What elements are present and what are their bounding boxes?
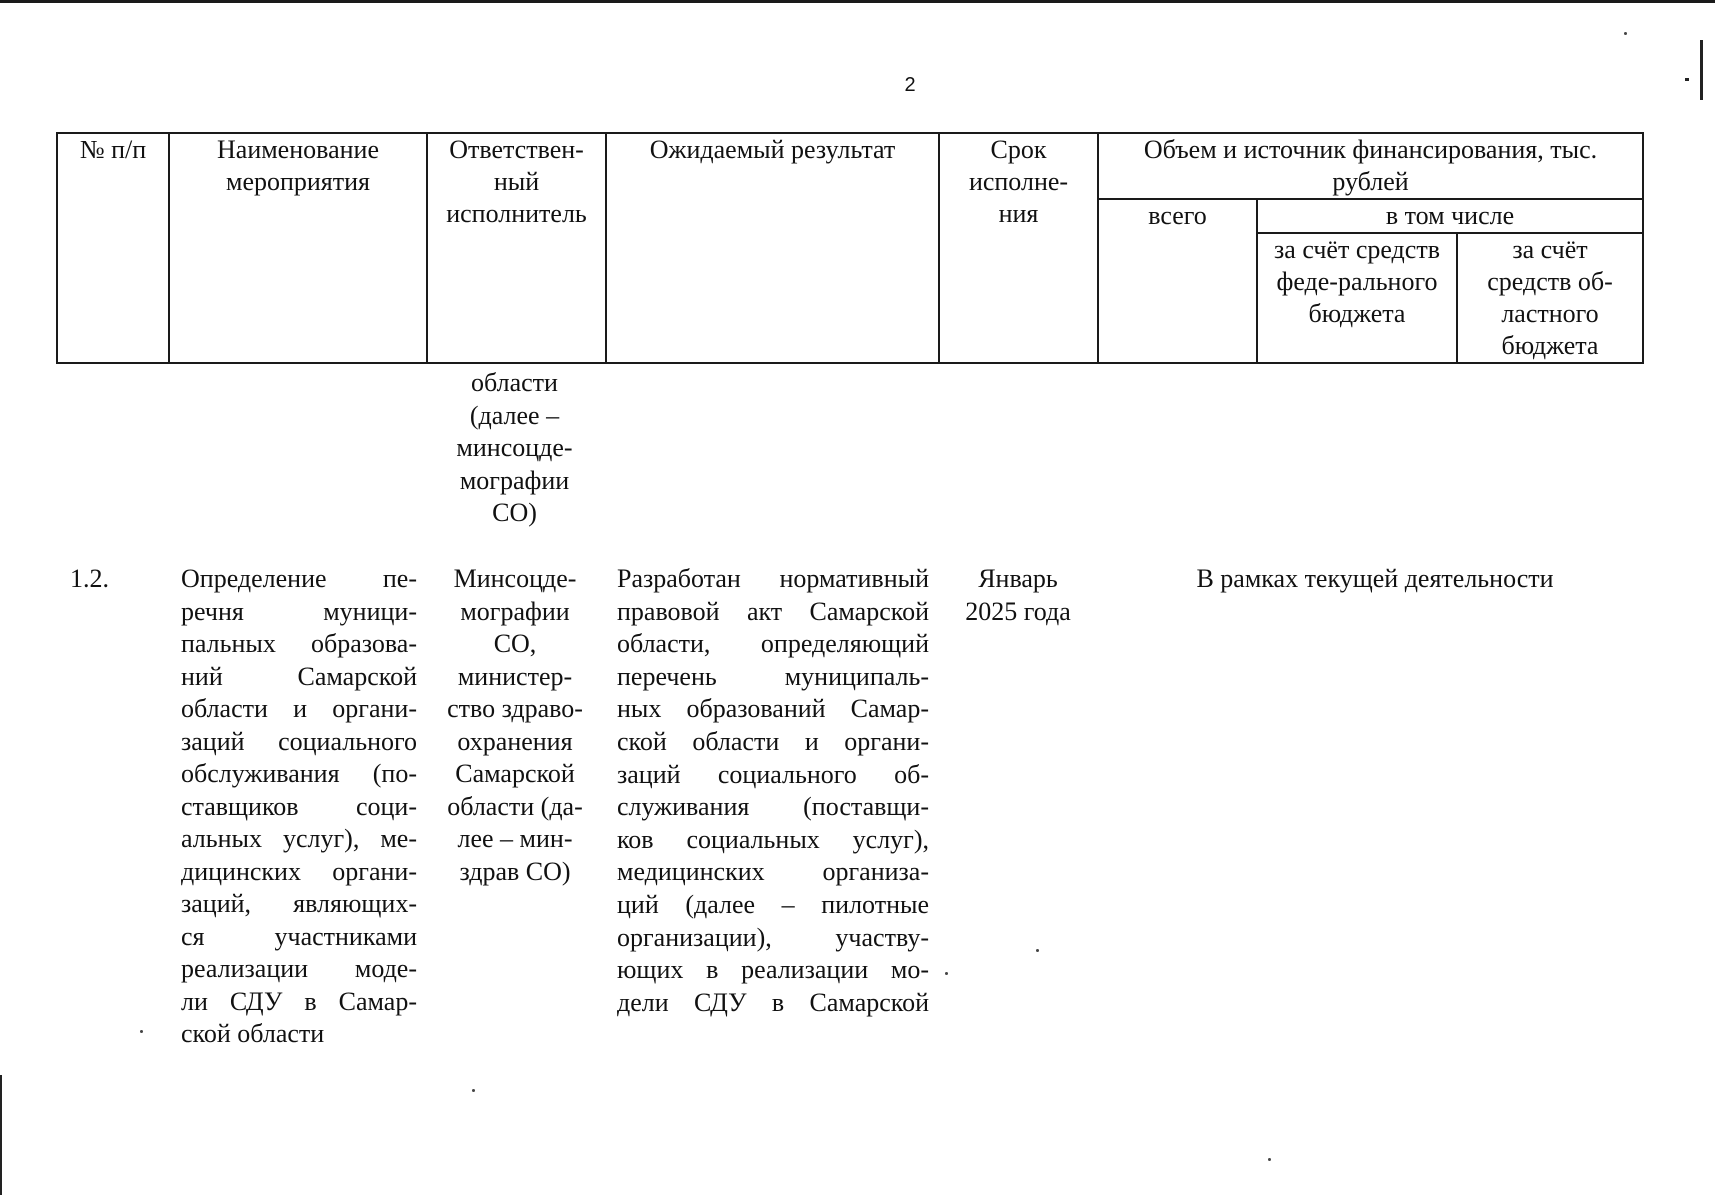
result-line: ющих в реализации мо- xyxy=(617,955,929,985)
continuation-line: (далее – xyxy=(469,400,560,430)
continuation-line: области xyxy=(471,368,558,397)
row-number: 1.2. xyxy=(70,564,109,593)
row-name xyxy=(181,563,417,1051)
name-line: пальных образова- xyxy=(181,629,417,658)
scan-mark xyxy=(1700,40,1703,100)
name-line: заций, являющих- xyxy=(181,889,417,918)
result-line: дели СДУ в Самарской xyxy=(617,987,929,1017)
name-line: дицинских органи- xyxy=(181,856,417,886)
scan-mark xyxy=(1685,78,1689,81)
name-line: речня муници- xyxy=(181,596,417,626)
name-line: ний Самарской xyxy=(181,661,417,691)
header-regional: за счёт средств об-ластного бюджета xyxy=(1457,233,1643,363)
scan-mark xyxy=(0,1075,2,1195)
executor-line: СО, xyxy=(493,629,537,658)
deadline-line: 2025 года xyxy=(965,596,1071,626)
executor-line: здрав СО) xyxy=(459,856,571,886)
scan-speck xyxy=(1036,949,1039,952)
result-line: ской области и органи- xyxy=(617,726,929,756)
row-deadline xyxy=(943,563,1093,628)
table-header xyxy=(56,132,1644,364)
name-line: заций социального xyxy=(181,726,417,756)
executor-line: министер- xyxy=(457,661,573,691)
scan-speck xyxy=(472,1089,475,1092)
scan-speck xyxy=(140,1030,143,1033)
continuation-line: минсоцде- xyxy=(456,433,573,462)
result-line: ций (далее – пилотные xyxy=(617,889,929,919)
header-num: № п/п xyxy=(57,133,169,363)
header-financing: Объем и источник финансирования, тыс. рублей xyxy=(1098,133,1643,199)
name-line: области и органи- xyxy=(181,694,417,723)
continuation-line: СО) xyxy=(492,498,537,527)
header-name: Наименование мероприятия xyxy=(169,133,427,363)
executor-line: Минсоцде- xyxy=(453,564,577,593)
executor-line: мографии xyxy=(460,596,570,626)
scan-speck xyxy=(1624,32,1627,35)
deadline-line: Январь xyxy=(978,564,1058,593)
name-line: обслуживания (по- xyxy=(181,759,417,788)
result-line: области, определяющий xyxy=(617,629,929,659)
name-line: ставщиков соци- xyxy=(181,791,417,821)
header-executor: Ответствен-ный исполнитель xyxy=(427,133,606,363)
executor-line: охранения xyxy=(457,726,573,756)
name-line: альных услуг), ме- xyxy=(181,824,417,853)
executor-line: лее – мин- xyxy=(457,824,573,853)
row-financing: В рамках текущей деятельности xyxy=(1196,564,1554,593)
result-line: медицинских организа- xyxy=(617,857,929,887)
scan-edge-line xyxy=(0,0,1715,3)
result-line: правовой акт Самарской xyxy=(617,596,929,626)
name-line: ской области xyxy=(181,1019,325,1048)
result-line: перечень муниципаль- xyxy=(617,661,929,691)
header-including: в том числе xyxy=(1257,199,1643,233)
name-line: ли СДУ в Самар- xyxy=(181,986,417,1016)
row-executor xyxy=(435,563,595,888)
name-line: ся участниками xyxy=(181,921,417,951)
executor-line: Самарской xyxy=(455,759,575,788)
name-line: реализации моде- xyxy=(181,954,417,983)
executor-line: области (да- xyxy=(447,791,583,821)
result-line: ков социальных услуг), xyxy=(617,824,929,854)
name-line: Определение пе- xyxy=(181,564,417,593)
header-result: Ожидаемый результат xyxy=(606,133,939,363)
result-line: ных образований Самар- xyxy=(617,694,929,724)
header-deadline: Срок исполне-ния xyxy=(939,133,1098,363)
scan-speck xyxy=(1268,1158,1271,1161)
scan-speck xyxy=(945,972,948,975)
row-result xyxy=(617,563,929,1019)
continuation-line: мографии xyxy=(459,465,570,495)
result-line: Разработан нормативный xyxy=(617,564,929,593)
continuation-executor xyxy=(427,367,602,530)
result-line: организации), участву- xyxy=(617,922,929,952)
result-line: заций социального об- xyxy=(617,759,929,789)
executor-line: ство здраво- xyxy=(447,694,583,723)
result-line: служивания (поставщи- xyxy=(617,792,929,822)
header-federal: за счёт средств феде-рального бюджета xyxy=(1257,233,1457,363)
header-total: всего xyxy=(1098,199,1257,363)
page-number: 2 xyxy=(904,74,916,96)
